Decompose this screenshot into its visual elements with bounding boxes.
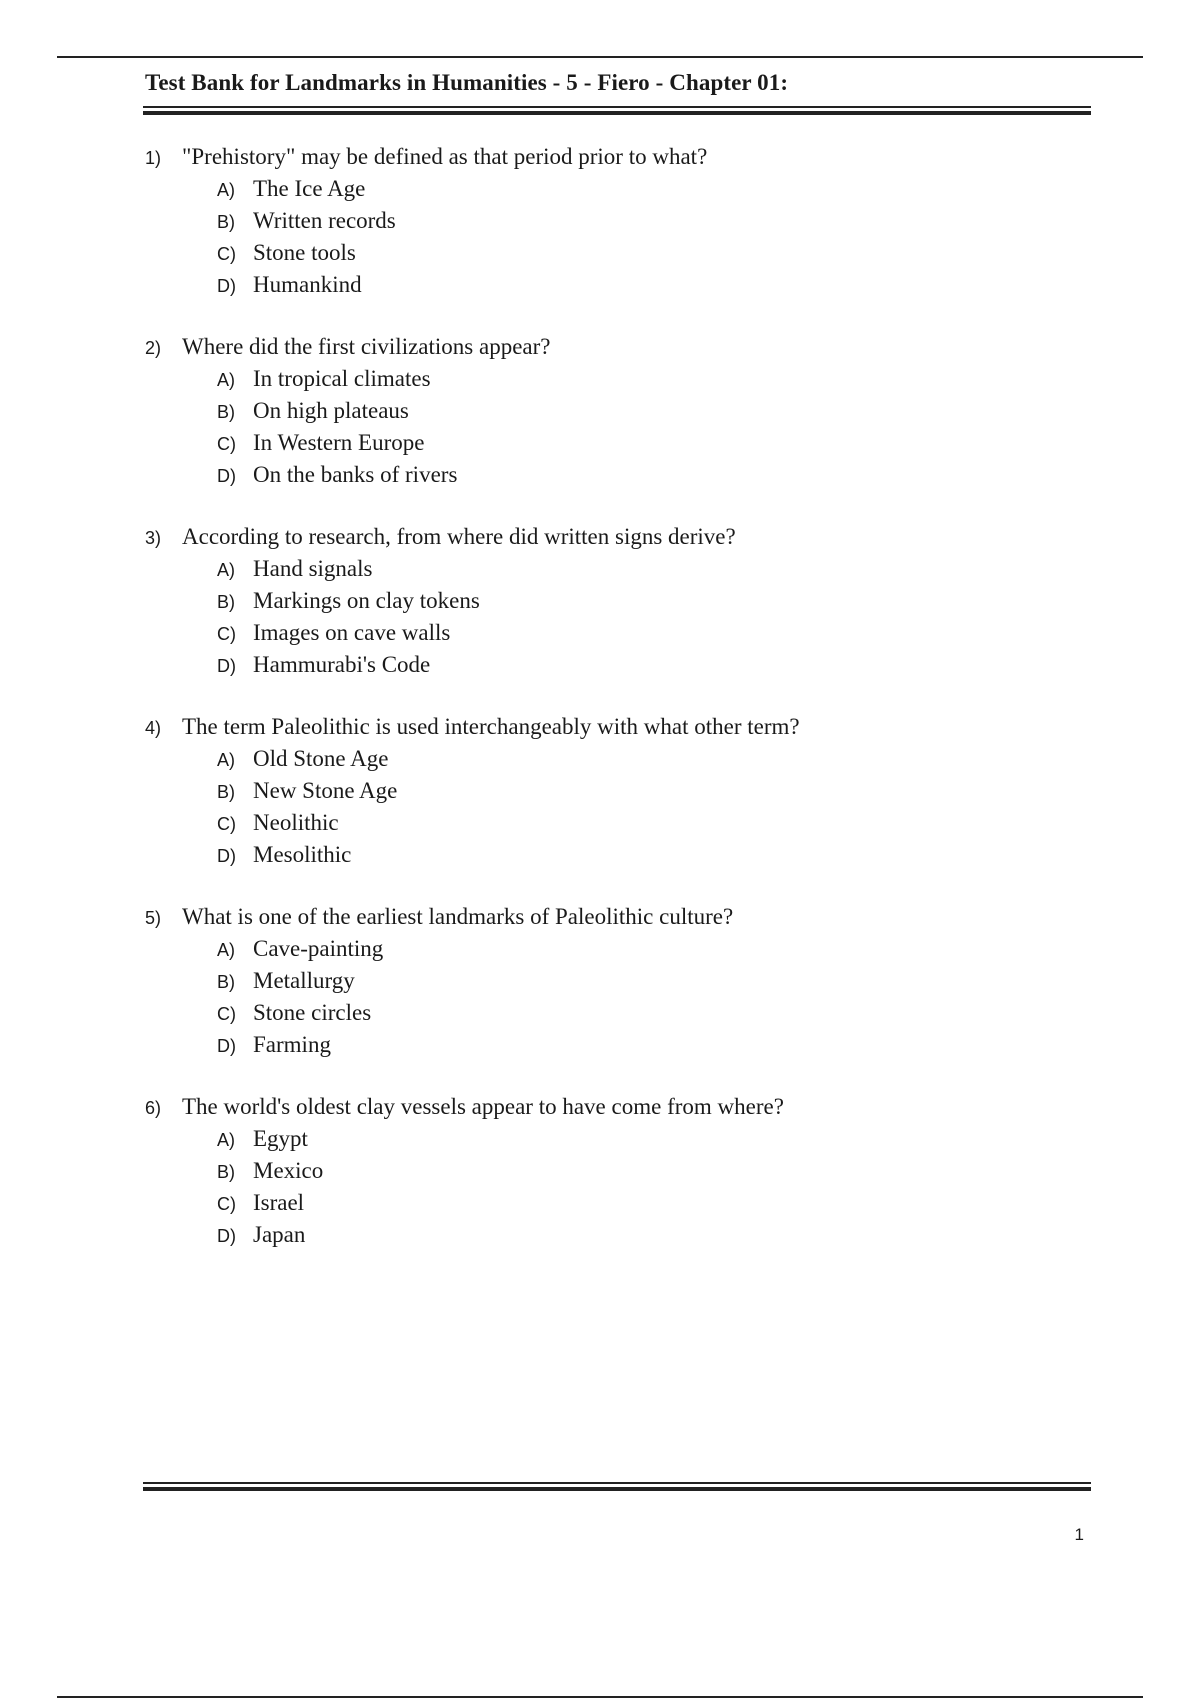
answer-text: Mesolithic (253, 842, 352, 867)
question-number: 4) (145, 718, 162, 738)
question-6 (145, 1094, 1085, 1254)
answer-letter: A) (217, 560, 235, 580)
page-top-rule (57, 56, 1143, 58)
answer-text: Farming (253, 1032, 331, 1057)
question-text: "Prehistory" may be defined as that period prior to what? (182, 144, 708, 169)
answer-options (145, 176, 1085, 304)
answer-letter: A) (217, 1130, 235, 1150)
answer-options (145, 556, 1085, 684)
question-number: 1) (145, 148, 162, 168)
answer-letter: A) (217, 370, 235, 390)
answer-option (217, 1190, 1085, 1222)
answer-text: Hammurabi's Code (253, 652, 431, 677)
answer-text: Humankind (253, 272, 362, 297)
question-number: 3) (145, 528, 162, 548)
question-number: 6) (145, 1098, 162, 1118)
question-text: Where did the first civilizations appear? (182, 334, 551, 359)
answer-option (217, 272, 1085, 304)
answer-option (217, 1032, 1085, 1064)
answer-letter: B) (217, 782, 235, 802)
question-number: 2) (145, 338, 162, 358)
answer-letter: C) (217, 244, 236, 264)
answer-letter: C) (217, 814, 236, 834)
question-text: The world's oldest clay vessels appear to have come from where? (182, 1094, 784, 1119)
answer-letter: D) (217, 1036, 236, 1056)
answer-text: The Ice Age (253, 176, 366, 201)
answer-letter: B) (217, 592, 235, 612)
answer-option (217, 810, 1085, 842)
title-double-rule (143, 106, 1091, 115)
answer-letter: D) (217, 276, 236, 296)
answer-letter: B) (217, 402, 235, 422)
answer-option (217, 968, 1085, 1000)
question-4 (145, 714, 1085, 874)
question-3 (145, 524, 1085, 684)
answer-option (217, 430, 1085, 462)
answer-text: Japan (253, 1222, 306, 1247)
answer-text: Neolithic (253, 810, 339, 835)
question-text: The term Paleolithic is used interchangeably with what other term? (182, 714, 800, 739)
answer-option (217, 1126, 1085, 1158)
answer-text: Written records (253, 208, 396, 233)
answer-letter: B) (217, 972, 235, 992)
answer-text: Markings on clay tokens (253, 588, 480, 613)
footer-double-rule (143, 1482, 1091, 1491)
answer-text: On the banks of rivers (253, 462, 458, 487)
answer-text: Egypt (253, 1126, 308, 1151)
answer-letter: D) (217, 846, 236, 866)
answer-letter: C) (217, 434, 236, 454)
question-text: According to research, from where did written signs derive? (182, 524, 736, 549)
answer-text: New Stone Age (253, 778, 398, 803)
answer-letter: B) (217, 212, 235, 232)
document-title: Test Bank for Landmarks in Humanities - 5 - Fiero - Chapter 01: (145, 70, 789, 95)
question-list (145, 144, 1085, 1284)
answer-option (217, 556, 1085, 588)
answer-text: Stone tools (253, 240, 356, 265)
answer-text: Cave-painting (253, 936, 384, 961)
answer-letter: A) (217, 940, 235, 960)
answer-option (217, 208, 1085, 240)
answer-text: Metallurgy (253, 968, 355, 993)
answer-option (217, 746, 1085, 778)
answer-options (145, 746, 1085, 874)
question-5 (145, 904, 1085, 1064)
answer-option (217, 240, 1085, 272)
answer-option (217, 366, 1085, 398)
answer-letter: C) (217, 1004, 236, 1024)
answer-option (217, 936, 1085, 968)
answer-option (217, 778, 1085, 810)
answer-text: On high plateaus (253, 398, 409, 423)
answer-letter: C) (217, 1194, 236, 1214)
answer-option (217, 620, 1085, 652)
answer-text: Israel (253, 1190, 305, 1215)
page-number: 1 (1074, 1525, 1084, 1544)
answer-letter: A) (217, 750, 235, 770)
answer-options (145, 936, 1085, 1064)
question-number: 5) (145, 908, 162, 928)
answer-text: Stone circles (253, 1000, 372, 1025)
answer-option (217, 652, 1085, 684)
answer-option (217, 1158, 1085, 1190)
answer-letter: D) (217, 466, 236, 486)
question-text: What is one of the earliest landmarks of Paleolithic culture? (182, 904, 734, 929)
answer-letter: D) (217, 1226, 236, 1246)
answer-option (217, 588, 1085, 620)
answer-option (217, 1000, 1085, 1032)
answer-letter: B) (217, 1162, 235, 1182)
answer-option (217, 176, 1085, 208)
answer-option (217, 462, 1085, 494)
answer-option (217, 842, 1085, 874)
answer-options (145, 366, 1085, 494)
answer-text: In tropical climates (253, 366, 431, 391)
answer-text: Images on cave walls (253, 620, 451, 645)
page-bottom-rule (57, 1696, 1143, 1698)
answer-option (217, 1222, 1085, 1254)
answer-options (145, 1126, 1085, 1254)
question-2 (145, 334, 1085, 494)
answer-option (217, 398, 1085, 430)
answer-letter: D) (217, 656, 236, 676)
answer-text: Mexico (253, 1158, 324, 1183)
answer-letter: C) (217, 624, 236, 644)
answer-text: Old Stone Age (253, 746, 389, 771)
answer-letter: A) (217, 180, 235, 200)
answer-text: In Western Europe (253, 430, 425, 455)
answer-text: Hand signals (253, 556, 373, 581)
question-1 (145, 144, 1085, 304)
